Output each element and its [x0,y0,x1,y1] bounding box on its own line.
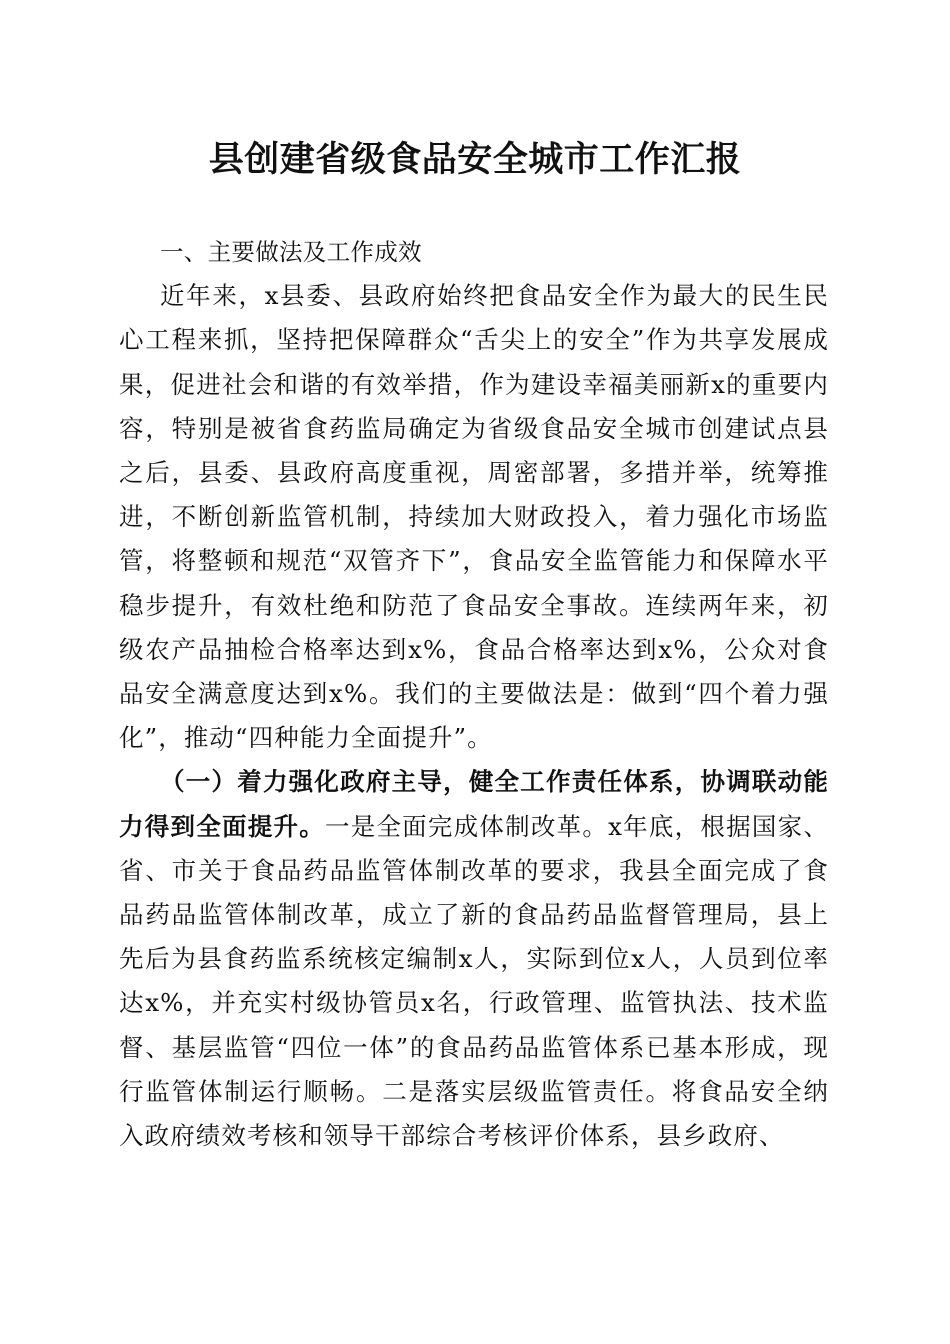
paragraph-body: 一是全面完成体制改革。x年底，根据国家、省、市关于食品药品监管体制改革的要求，我县全面完成了食品药品监管体制改革，成立了新的食品药品监督管理局，县上先后为县食药监系统核定编制x人，实际到位x人，人员到位率达x%，并充实村级协管员x名，行政管理、监管执法、技术监督、基层监管“四位一体”的食品药品监管体系已基本形成，现行监管体制运行顺畅。二是落实层级监管责任。将食品安全纳入政府绩效考核和领导干部综合考核评价体系，县乡政府、 [119,811,829,1151]
section-heading: 一、主要做法及工作成效 [160,238,422,266]
document-body [119,230,829,1158]
paragraph-intro: 近年来，x县委、县政府始终把食品安全作为最大的民生民心工程来抓，坚持把保障群众“舌尖上的安全”作为共享发展成果，促进社会和谐的有效举措，作为建设幸福美丽新x的重要内容，特别是被省食药监局确定为省级食品安全城市创建试点县之后，县委、县政府高度重视，周密部署，多措并举，统筹推进，不断创新监管机制，持续加大财政投入，着力强化市场监管，将整顿和规范“双管齐下”，食品安全监管能力和保障水平稳步提升，有效杜绝和防范了食品安全事故。连续两年来，初级农产品抽检合格率达到x%，食品合格率达到x%，公众对食品安全满意度达到x%。我们的主要做法是：做到“四个着力强化”，推动“四种能力全面提升”。 [119,281,829,753]
paragraph-section-1 [119,760,829,1158]
paragraph-lead: （一）着力强化政府主导，健全工作责任体系，协调联动能力得到全面提升。 [119,767,829,841]
document-title: 县创建省级食品安全城市工作汇报 [208,139,742,180]
